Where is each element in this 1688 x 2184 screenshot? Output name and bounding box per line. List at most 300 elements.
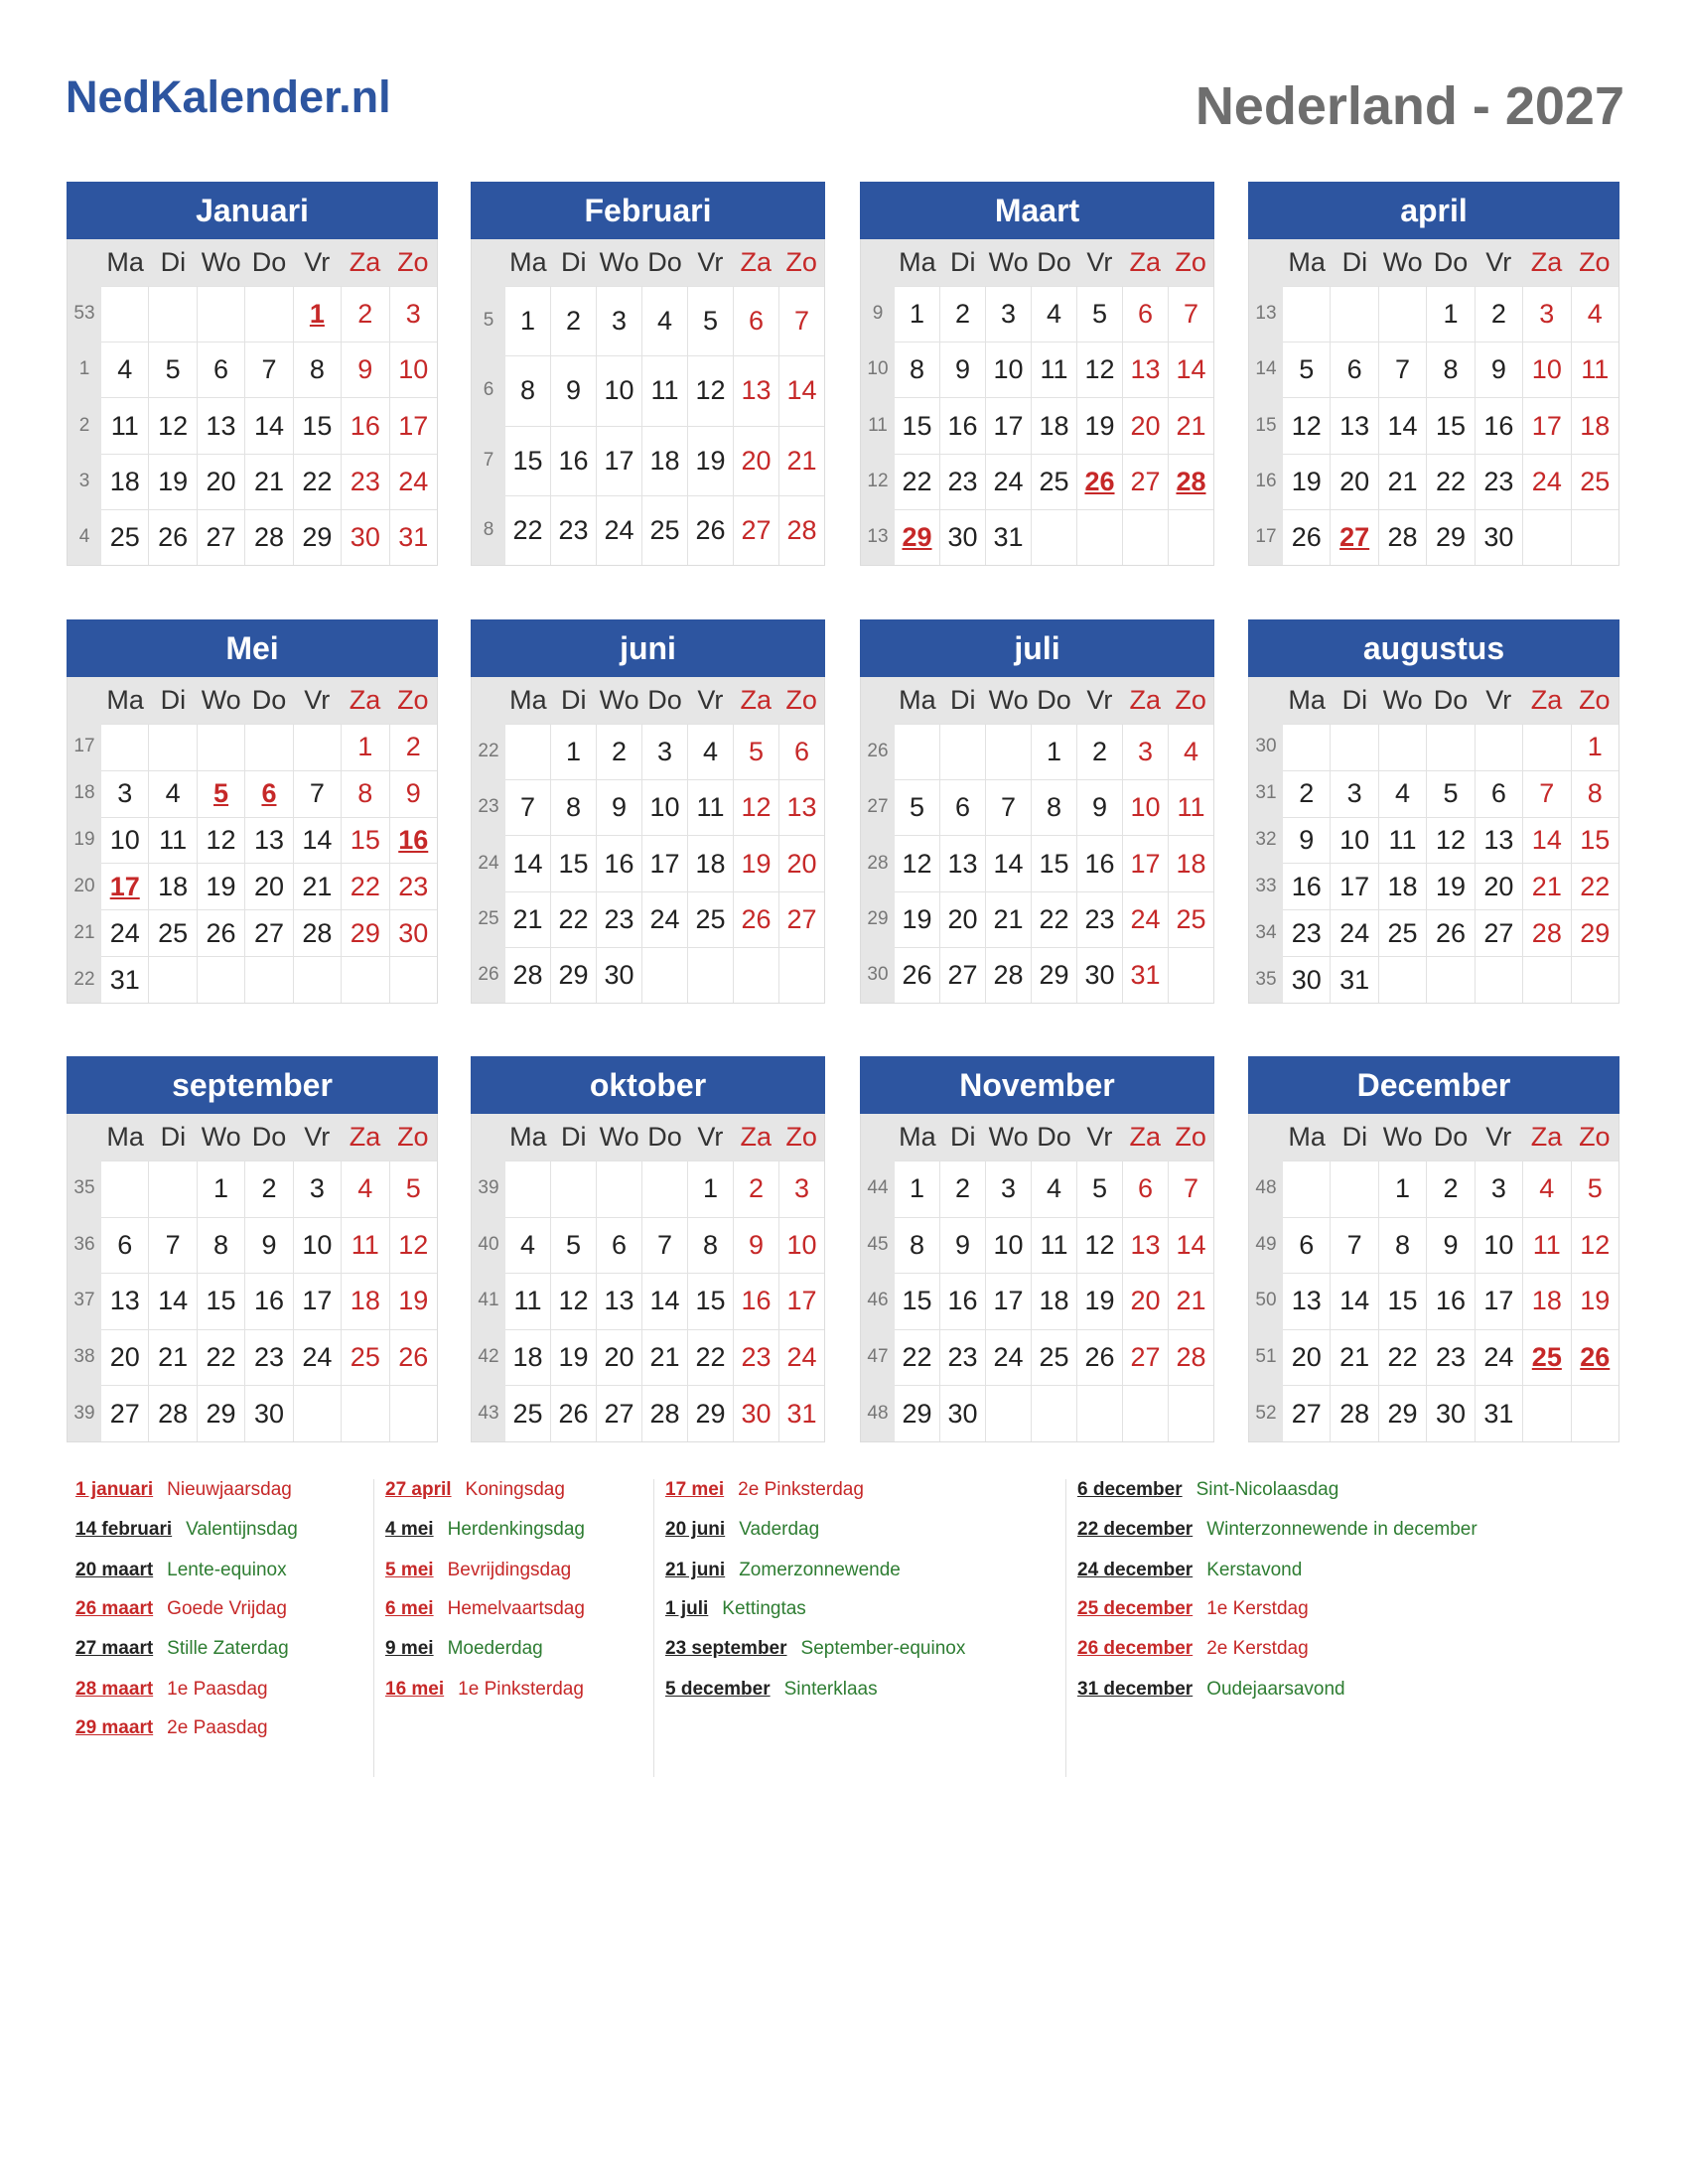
day-cell: 28 bbox=[148, 1385, 196, 1441]
day-cell: 28 bbox=[778, 495, 824, 565]
day-cell: 28 bbox=[1330, 1385, 1377, 1441]
week-number: 13 bbox=[867, 525, 889, 547]
week-number: 33 bbox=[1255, 875, 1277, 896]
empty-day-cell bbox=[389, 1385, 437, 1441]
day-cell: 2 bbox=[1426, 1160, 1474, 1217]
holiday-name: Vaderdag bbox=[739, 1519, 820, 1540]
holiday-date-link[interactable]: 26 december bbox=[1077, 1638, 1194, 1659]
day-cell: 26 bbox=[895, 947, 939, 1003]
holiday-item bbox=[75, 1519, 298, 1541]
day-cell: 26 bbox=[1076, 1329, 1122, 1386]
week-number: 35 bbox=[1255, 968, 1277, 990]
holiday-name: Sinterklaas bbox=[783, 1679, 878, 1700]
day-cell: 29 bbox=[687, 1385, 733, 1441]
week-number: 26 bbox=[478, 963, 499, 985]
day-cell: 8 bbox=[895, 341, 939, 397]
empty-day-cell bbox=[1378, 286, 1426, 341]
holiday-name: Winterzonnewende in december bbox=[1206, 1519, 1477, 1540]
day-cell: 11 bbox=[341, 1217, 388, 1274]
week-number: 20 bbox=[73, 875, 95, 896]
day-cell: 17 bbox=[389, 397, 437, 453]
month-november bbox=[860, 1056, 1214, 1442]
weekday-label: Wo bbox=[988, 1122, 1029, 1152]
day-cell: 10 bbox=[1475, 1217, 1522, 1274]
day-cell: 21 bbox=[778, 426, 824, 495]
day-cell: 13 bbox=[1475, 817, 1522, 864]
day-cell: 18 bbox=[687, 835, 733, 890]
day-cell: 24 bbox=[985, 1329, 1031, 1386]
month-title: oktober bbox=[471, 1056, 825, 1114]
day-cell: 4 bbox=[341, 1160, 388, 1217]
day-cell: 8 bbox=[505, 355, 550, 425]
day-cell: 24 bbox=[641, 891, 687, 947]
day-cell: 22 bbox=[505, 495, 550, 565]
holiday-name: Zomerzonnewende bbox=[739, 1560, 901, 1580]
day-cell: 8 bbox=[1031, 779, 1076, 835]
week-number: 12 bbox=[867, 470, 889, 491]
empty-day-cell bbox=[550, 1160, 596, 1217]
day-cell: 8 bbox=[1426, 341, 1474, 397]
week-number: 22 bbox=[478, 741, 499, 762]
day-cell: 31 bbox=[389, 509, 437, 565]
empty-day-cell bbox=[341, 1385, 388, 1441]
day-cell: 23 bbox=[1076, 891, 1122, 947]
day-cell: 12 bbox=[1571, 1217, 1618, 1274]
holiday-date-link[interactable]: 16 mei bbox=[385, 1679, 445, 1700]
day-cell: 26 bbox=[1426, 909, 1474, 956]
day-cell: 29 bbox=[197, 1385, 244, 1441]
day-cell: 12 bbox=[1076, 341, 1122, 397]
week-number: 44 bbox=[867, 1177, 889, 1199]
day-cell: 6 bbox=[197, 341, 244, 397]
holiday-name: Valentijnsdag bbox=[186, 1519, 298, 1540]
day-cell: 31 bbox=[985, 509, 1031, 565]
day-cell: 25 bbox=[341, 1329, 388, 1386]
weekday-label: Vr bbox=[304, 1122, 331, 1152]
week-number: 52 bbox=[1255, 1402, 1277, 1424]
weekday-label: Za bbox=[1129, 247, 1161, 277]
month-title: juli bbox=[860, 619, 1214, 677]
holiday-date-link[interactable]: 5 december bbox=[665, 1679, 771, 1700]
week-number: 39 bbox=[478, 1177, 499, 1199]
day-cell: 12 bbox=[1076, 1217, 1122, 1274]
month-title: Maart bbox=[860, 182, 1214, 239]
week-number: 22 bbox=[73, 968, 95, 990]
day-cell: 10 bbox=[985, 1217, 1031, 1274]
weekday-label: Di bbox=[950, 1122, 976, 1152]
day-cell: 7 bbox=[641, 1217, 687, 1274]
holiday-date-link[interactable]: 31 december bbox=[1077, 1679, 1194, 1700]
day-cell: 13 bbox=[1122, 341, 1168, 397]
day-cell: 3 bbox=[985, 1160, 1031, 1217]
week-number: 47 bbox=[867, 1346, 889, 1368]
weekday-label: Ma bbox=[899, 685, 936, 715]
weekday-label: Do bbox=[1037, 247, 1071, 277]
empty-day-cell bbox=[1076, 1385, 1122, 1441]
day-cell: 15 bbox=[1426, 397, 1474, 453]
empty-day-cell bbox=[596, 1160, 641, 1217]
page-title: Nederland - 2027 bbox=[1195, 76, 1624, 136]
weekday-label: Ma bbox=[899, 1122, 936, 1152]
day-cell: 19 bbox=[1076, 397, 1122, 453]
week-number: 31 bbox=[1255, 782, 1277, 804]
day-cell: 13 bbox=[778, 779, 824, 835]
weekday-label: Zo bbox=[785, 1122, 817, 1152]
holiday-item bbox=[665, 1598, 806, 1620]
holiday-item bbox=[385, 1638, 543, 1660]
month-februari bbox=[471, 182, 825, 566]
day-cell: 2 bbox=[1076, 724, 1122, 779]
holiday-name: Kettingtas bbox=[722, 1598, 806, 1619]
weekday-label: Do bbox=[647, 685, 682, 715]
day-cell: 28 bbox=[641, 1385, 687, 1441]
day-cell: 6 bbox=[596, 1217, 641, 1274]
month-title: December bbox=[1248, 1056, 1619, 1114]
holiday-item bbox=[385, 1479, 565, 1501]
day-cell: 28 bbox=[293, 909, 341, 956]
day-cell: 4 bbox=[1522, 1160, 1570, 1217]
day-cell: 17 bbox=[1522, 397, 1570, 453]
day-cell: 19 bbox=[550, 1329, 596, 1386]
day-cell: 26 bbox=[733, 891, 778, 947]
empty-day-cell bbox=[148, 956, 196, 1003]
day-cell: 3 bbox=[101, 770, 148, 817]
week-number: 40 bbox=[478, 1233, 499, 1255]
day-cell: 16 bbox=[1283, 863, 1330, 909]
day-cell: 15 bbox=[895, 397, 939, 453]
week-number: 46 bbox=[867, 1290, 889, 1311]
weekday-label: Di bbox=[160, 247, 187, 277]
empty-day-cell bbox=[1378, 724, 1426, 770]
day-cell: 25 bbox=[1378, 909, 1426, 956]
weekday-label: Ma bbox=[1288, 685, 1326, 715]
weekday-label: Vr bbox=[697, 1122, 724, 1152]
day-cell: 1 bbox=[1031, 724, 1076, 779]
day-cell: 21 bbox=[641, 1329, 687, 1386]
day-cell: 10 bbox=[101, 817, 148, 864]
week-number: 8 bbox=[483, 518, 494, 540]
day-cell: 28 bbox=[244, 509, 292, 565]
day-cell: 11 bbox=[1031, 341, 1076, 397]
day-cell: 14 bbox=[985, 835, 1031, 890]
day-cell: 6 bbox=[1330, 341, 1377, 397]
day-cell: 7 bbox=[293, 770, 341, 817]
empty-day-cell bbox=[101, 1160, 148, 1217]
day-cell: 20 bbox=[1122, 1273, 1168, 1329]
holiday-date-link[interactable]: 25 december bbox=[1077, 1598, 1194, 1619]
weekday-label: Vr bbox=[1485, 685, 1512, 715]
day-cell: 22 bbox=[895, 454, 939, 509]
week-number: 32 bbox=[1255, 829, 1277, 851]
day-cell: 20 bbox=[733, 426, 778, 495]
day-cell: 6 bbox=[1122, 1160, 1168, 1217]
day-cell: 31 bbox=[1475, 1385, 1522, 1441]
day-cell: 26 bbox=[687, 495, 733, 565]
day-cell: 30 bbox=[389, 909, 437, 956]
month-mei bbox=[67, 619, 438, 1004]
holiday-date-link[interactable]: 21 juni bbox=[665, 1560, 726, 1580]
holiday-item bbox=[665, 1560, 901, 1581]
holiday-date-link[interactable]: 1 juli bbox=[665, 1598, 709, 1619]
empty-day-cell bbox=[197, 724, 244, 770]
day-cell: 21 bbox=[293, 863, 341, 909]
day-cell: 13 bbox=[101, 1273, 148, 1329]
weekday-label: Zo bbox=[1579, 685, 1611, 715]
day-cell: 23 bbox=[1283, 909, 1330, 956]
holiday-date-link[interactable]: 28 maart bbox=[75, 1679, 154, 1700]
empty-day-cell bbox=[101, 724, 148, 770]
day-cell: 29 bbox=[293, 509, 341, 565]
day-cell: 3 bbox=[389, 286, 437, 341]
day-cell: 11 bbox=[1168, 779, 1213, 835]
day-cell: 12 bbox=[687, 355, 733, 425]
day-cell: 23 bbox=[1426, 1329, 1474, 1386]
day-cell: 30 bbox=[244, 1385, 292, 1441]
day-cell: 16 bbox=[550, 426, 596, 495]
holiday-date-link[interactable]: 20 maart bbox=[75, 1560, 154, 1580]
day-cell: 2 bbox=[550, 286, 596, 355]
day-cell: 27 bbox=[101, 1385, 148, 1441]
day-cell: 1 bbox=[895, 1160, 939, 1217]
day-cell: 12 bbox=[733, 779, 778, 835]
weekday-label: Wo bbox=[1382, 1122, 1423, 1152]
holiday-date-link[interactable]: 27 april bbox=[385, 1479, 452, 1500]
day-cell: 17 bbox=[1475, 1273, 1522, 1329]
weekday-label: Ma bbox=[509, 685, 547, 715]
day-cell: 5 bbox=[1283, 341, 1330, 397]
holiday-date-link[interactable]: 17 mei bbox=[665, 1479, 725, 1500]
day-cell: 7 bbox=[505, 779, 550, 835]
day-cell: 12 bbox=[197, 817, 244, 864]
weekday-label: Do bbox=[251, 1122, 287, 1152]
weekday-label: Wo bbox=[201, 685, 241, 715]
weekday-label: Za bbox=[1129, 1122, 1161, 1152]
holiday-name: 1e Pinksterdag bbox=[458, 1679, 584, 1700]
day-cell: 25 bbox=[1031, 454, 1076, 509]
empty-day-cell bbox=[341, 956, 388, 1003]
day-cell: 6 bbox=[939, 779, 985, 835]
day-cell: 9 bbox=[244, 1217, 292, 1274]
day-cell: 8 bbox=[1571, 770, 1618, 817]
day-cell: 12 bbox=[550, 1273, 596, 1329]
day-cell: 24 bbox=[101, 909, 148, 956]
empty-day-cell bbox=[293, 724, 341, 770]
day-cell: 22 bbox=[1031, 891, 1076, 947]
day-cell: 21 bbox=[1522, 863, 1570, 909]
empty-day-cell bbox=[1283, 286, 1330, 341]
week-number: 27 bbox=[867, 796, 889, 818]
day-cell: 1 bbox=[550, 724, 596, 779]
empty-day-cell bbox=[197, 286, 244, 341]
day-cell: 2 bbox=[596, 724, 641, 779]
day-cell: 29 bbox=[1378, 1385, 1426, 1441]
day-cell: 10 bbox=[778, 1217, 824, 1274]
holiday-date-link[interactable]: 6 december bbox=[1077, 1479, 1183, 1500]
empty-day-cell bbox=[293, 956, 341, 1003]
holiday-name: 1e Kerstdag bbox=[1206, 1598, 1309, 1619]
day-cell: 16 bbox=[244, 1273, 292, 1329]
day-cell: 28 bbox=[1522, 909, 1570, 956]
day-cell: 5 bbox=[1076, 1160, 1122, 1217]
holiday-date-link[interactable]: 1 januari bbox=[75, 1479, 154, 1500]
month-maart bbox=[860, 182, 1214, 566]
day-cell: 25 bbox=[1571, 454, 1618, 509]
day-cell: 8 bbox=[895, 1217, 939, 1274]
day-cell: 12 bbox=[389, 1217, 437, 1274]
day-cell: 13 bbox=[244, 817, 292, 864]
day-cell: 20 bbox=[1122, 397, 1168, 453]
holiday-date-link[interactable]: 5 mei bbox=[385, 1560, 434, 1580]
day-cell: 1 bbox=[687, 1160, 733, 1217]
month-title: Februari bbox=[471, 182, 825, 239]
day-cell: 9 bbox=[341, 341, 388, 397]
weekday-label: Wo bbox=[988, 685, 1029, 715]
weekday-label: Zo bbox=[397, 1122, 429, 1152]
day-cell: 4 bbox=[1031, 286, 1076, 341]
day-cell: 2 bbox=[341, 286, 388, 341]
week-number: 36 bbox=[73, 1233, 95, 1255]
day-cell: 15 bbox=[1031, 835, 1076, 890]
day-cell: 3 bbox=[293, 1160, 341, 1217]
holiday-date-link[interactable]: 20 juni bbox=[665, 1519, 726, 1540]
day-cell: 5 bbox=[1426, 770, 1474, 817]
day-cell: 30 bbox=[341, 509, 388, 565]
day-cell: 30 bbox=[733, 1385, 778, 1441]
weekday-label: Za bbox=[740, 685, 772, 715]
day-cell: 5 bbox=[687, 286, 733, 355]
day-cell: 4 bbox=[505, 1217, 550, 1274]
day-cell: 25 bbox=[687, 891, 733, 947]
week-number: 2 bbox=[78, 414, 90, 436]
day-cell: 12 bbox=[1283, 397, 1330, 453]
weekday-label: Di bbox=[561, 247, 587, 277]
day-cell: 24 bbox=[778, 1329, 824, 1386]
holiday-date-link[interactable]: 23 september bbox=[665, 1638, 787, 1659]
day-cell: 19 bbox=[687, 426, 733, 495]
holiday-name: Sint-Nicolaasdag bbox=[1196, 1479, 1339, 1500]
day-cell: 27 bbox=[197, 509, 244, 565]
empty-day-cell bbox=[1330, 1160, 1377, 1217]
week-number: 18 bbox=[73, 782, 95, 804]
empty-day-cell bbox=[641, 947, 687, 1003]
day-cell: 19 bbox=[1571, 1273, 1618, 1329]
day-cell: 6 bbox=[1283, 1217, 1330, 1274]
day-cell: 23 bbox=[550, 495, 596, 565]
holiday-date-link[interactable]: 27 maart bbox=[75, 1638, 154, 1659]
day-cell: 12 bbox=[1426, 817, 1474, 864]
holiday-item bbox=[665, 1679, 878, 1701]
day-cell: 7 bbox=[1522, 770, 1570, 817]
holiday-name: Moederdag bbox=[447, 1638, 543, 1659]
weekday-label: Za bbox=[1530, 1122, 1563, 1152]
holiday-date-link[interactable]: 22 december bbox=[1077, 1519, 1194, 1540]
holiday-item bbox=[75, 1560, 287, 1581]
day-cell: 13 bbox=[1330, 397, 1377, 453]
day-cell: 11 bbox=[101, 397, 148, 453]
day-cell: 7 bbox=[1168, 1160, 1213, 1217]
holiday-date-link[interactable]: 6 mei bbox=[385, 1598, 434, 1619]
day-cell: 11 bbox=[1378, 817, 1426, 864]
day-cell: 21 bbox=[1330, 1329, 1377, 1386]
week-number: 49 bbox=[1255, 1233, 1277, 1255]
day-cell: 17 bbox=[985, 397, 1031, 453]
empty-day-cell bbox=[985, 1385, 1031, 1441]
holiday-date-link[interactable]: 29 maart bbox=[75, 1717, 154, 1738]
day-cell: 10 bbox=[389, 341, 437, 397]
day-cell: 29 bbox=[895, 509, 939, 565]
weekday-label: Di bbox=[950, 685, 976, 715]
day-cell: 10 bbox=[641, 779, 687, 835]
holiday-item bbox=[385, 1560, 571, 1581]
weekday-label: Do bbox=[1433, 247, 1469, 277]
holiday-date-link[interactable]: 4 mei bbox=[385, 1519, 434, 1540]
day-cell: 15 bbox=[687, 1273, 733, 1329]
day-cell: 27 bbox=[1330, 509, 1377, 565]
empty-day-cell bbox=[244, 956, 292, 1003]
holiday-date-link[interactable]: 26 maart bbox=[75, 1598, 154, 1619]
day-cell: 26 bbox=[197, 909, 244, 956]
weekday-label: Vr bbox=[697, 247, 724, 277]
site-logo[interactable]: NedKalender.nl bbox=[66, 71, 391, 122]
day-cell: 11 bbox=[1522, 1217, 1570, 1274]
day-cell: 26 bbox=[1283, 509, 1330, 565]
day-cell: 20 bbox=[1330, 454, 1377, 509]
holiday-date-link[interactable]: 24 december bbox=[1077, 1560, 1194, 1580]
day-cell: 26 bbox=[1076, 454, 1122, 509]
day-cell: 8 bbox=[293, 341, 341, 397]
week-number: 30 bbox=[867, 963, 889, 985]
empty-day-cell bbox=[1475, 956, 1522, 1003]
month-januari bbox=[67, 182, 438, 566]
day-cell: 22 bbox=[293, 454, 341, 509]
month-december bbox=[1248, 1056, 1619, 1442]
day-cell: 27 bbox=[244, 909, 292, 956]
day-cell: 2 bbox=[1475, 286, 1522, 341]
holiday-date-link[interactable]: 9 mei bbox=[385, 1638, 434, 1659]
week-number: 39 bbox=[73, 1402, 95, 1424]
day-cell: 7 bbox=[148, 1217, 196, 1274]
day-cell: 2 bbox=[1283, 770, 1330, 817]
day-cell: 1 bbox=[1426, 286, 1474, 341]
day-cell: 20 bbox=[778, 835, 824, 890]
day-cell: 9 bbox=[389, 770, 437, 817]
month-title: augustus bbox=[1248, 619, 1619, 677]
week-number: 43 bbox=[478, 1402, 499, 1424]
holiday-date-link[interactable]: 14 februari bbox=[75, 1519, 173, 1540]
day-cell: 25 bbox=[505, 1385, 550, 1441]
day-cell: 25 bbox=[1522, 1329, 1570, 1386]
day-cell: 29 bbox=[1571, 909, 1618, 956]
empty-day-cell bbox=[939, 724, 985, 779]
day-cell: 9 bbox=[939, 1217, 985, 1274]
week-number: 41 bbox=[478, 1290, 499, 1311]
weekday-label: Za bbox=[349, 247, 381, 277]
weekday-label: Zo bbox=[397, 685, 429, 715]
week-number: 48 bbox=[1255, 1177, 1277, 1199]
weekday-label: Zo bbox=[397, 247, 429, 277]
day-cell: 3 bbox=[641, 724, 687, 779]
weekday-label: Za bbox=[740, 1122, 772, 1152]
week-number: 17 bbox=[1255, 525, 1277, 547]
day-cell: 23 bbox=[939, 1329, 985, 1386]
empty-day-cell bbox=[1426, 724, 1474, 770]
day-cell: 3 bbox=[985, 286, 1031, 341]
holiday-name: Nieuwjaarsdag bbox=[167, 1479, 292, 1500]
day-cell: 10 bbox=[596, 355, 641, 425]
empty-day-cell bbox=[1031, 509, 1076, 565]
day-cell: 22 bbox=[687, 1329, 733, 1386]
empty-day-cell bbox=[1283, 1160, 1330, 1217]
